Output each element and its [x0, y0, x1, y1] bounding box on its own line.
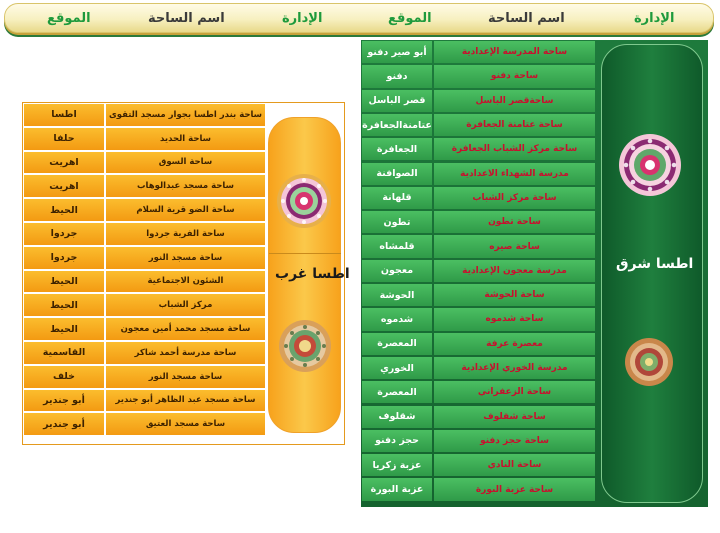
east-location-cell: عزبة البورة [362, 478, 432, 500]
east-location-cell: شدموه [362, 308, 432, 330]
west-row [23, 341, 266, 365]
west-court-cell: ساحة مسجد النور [106, 366, 265, 388]
west-row [23, 198, 266, 222]
east-location-cell: عزبة زكريا [362, 454, 432, 476]
west-location-cell: أبو جندير [24, 390, 104, 412]
east-location-cell: عتامنةالجعافرة [362, 114, 432, 136]
header-location-right: الموقع [388, 11, 432, 26]
east-row [361, 477, 596, 501]
west-location-cell: خلف [24, 366, 104, 388]
east-row [361, 162, 596, 186]
east-court-cell: ساحة مركز الشباب الجعافرة [434, 138, 595, 160]
west-location-cell: الحيط [24, 318, 104, 340]
rosette-ornament-icon-4 [624, 337, 674, 387]
east-court-cell: ساحة شدموه [434, 308, 595, 330]
east-location-cell: الخوري [362, 357, 432, 379]
west-location-cell: القاسمية [24, 342, 104, 364]
west-court-cell: الشئون الاجتماعية [106, 271, 265, 293]
header-location-left: الموقع [47, 11, 91, 26]
east-court-cell: ساحة مركز الشباب [434, 187, 595, 209]
west-row [23, 270, 266, 294]
east-row [361, 234, 596, 258]
header-bar [4, 3, 714, 33]
rosette-ornament-icon [276, 173, 332, 229]
east-row [361, 89, 596, 113]
west-panel [22, 102, 350, 445]
east-row [361, 137, 596, 161]
east-court-cell: معصرة عرفة [434, 333, 595, 355]
east-row [361, 307, 596, 331]
west-row [23, 246, 266, 270]
east-row [361, 113, 596, 137]
east-location-cell: حجز دفنو [362, 430, 432, 452]
west-row [23, 103, 266, 127]
east-court-cell: ساحة النادي [434, 454, 595, 476]
east-location-cell: المعصرة [362, 381, 432, 403]
header-admin-left: الإدارة [282, 11, 323, 26]
east-court-cell: ساحة تطون [434, 211, 595, 233]
west-row [23, 365, 266, 389]
east-row [361, 259, 596, 283]
east-location-cell: الصوافنة [362, 163, 432, 185]
east-location-cell: معجون [362, 260, 432, 282]
west-row [23, 317, 266, 341]
west-table [23, 103, 266, 446]
east-location-cell: دفنو [362, 65, 432, 87]
west-court-cell: ساحة السوق [106, 152, 265, 174]
west-court-cell: ساحة مسجد محمد أمين معجون [106, 318, 265, 340]
east-admin-column [601, 44, 703, 503]
east-court-cell: مدرسة معجون الإعدادية [434, 260, 595, 282]
east-court-cell: ساحةقصر الباسل [434, 90, 595, 112]
west-location-cell: الحيط [24, 294, 104, 316]
east-court-cell: ساحة عزبة البورة [434, 478, 595, 500]
west-location-cell: جردوا [24, 223, 104, 245]
west-location-cell: أبو جندير [24, 413, 104, 435]
header-admin-right: الإدارة [634, 11, 675, 26]
east-court-cell: ساحة الزعفراني [434, 381, 595, 403]
east-location-cell: قلمشاه [362, 235, 432, 257]
west-location-cell: اهريت [24, 152, 104, 174]
west-court-cell: ساحة الفرية جردوا [106, 223, 265, 245]
header-court-left: اسم الساحة [148, 11, 225, 26]
west-court-cell: ساحة مسجد عبدالوهاب [106, 175, 265, 197]
west-location-cell: الحيط [24, 199, 104, 221]
east-row [361, 283, 596, 307]
east-court-cell: ساحة المدرسة الإعدادية [434, 41, 595, 63]
east-location-cell: قصر الباسل [362, 90, 432, 112]
east-location-cell: الجعافرة [362, 138, 432, 160]
east-court-cell: ساحة شقلوف [434, 406, 595, 428]
west-court-cell: ساحة الحديد [106, 128, 265, 150]
west-row [23, 127, 266, 151]
east-row [361, 429, 596, 453]
east-court-cell: مدرسة الخوري الإعدادية [434, 357, 595, 379]
east-court-cell: ساحة الحوشة [434, 284, 595, 306]
west-location-cell: اطسا [24, 104, 104, 126]
west-court-cell: ساحة بندر اطسا بجوار مسجد التقوى [106, 104, 265, 126]
west-court-cell: ساحة مسجد العتيق [106, 413, 265, 435]
west-location-cell: جردوا [24, 247, 104, 269]
west-location-cell: الحيط [24, 271, 104, 293]
east-court-cell: ساحة حجز دفنو [434, 430, 595, 452]
east-panel [361, 40, 708, 507]
east-court-cell: ساحة صيره [434, 235, 595, 257]
east-row [361, 380, 596, 404]
east-row [361, 405, 596, 429]
west-court-cell: ساحة مدرسة أحمد شاكر [106, 342, 265, 364]
east-row [361, 210, 596, 234]
east-row [361, 332, 596, 356]
west-row [23, 412, 266, 436]
east-row [361, 356, 596, 380]
west-row [23, 151, 266, 175]
east-location-cell: الحوشة [362, 284, 432, 306]
east-location-cell: أبو صير دفنو [362, 41, 432, 63]
west-court-cell: ساحة مسجد عبد الظاهر أبو جندير [106, 390, 265, 412]
west-row [23, 174, 266, 198]
east-row [361, 186, 596, 210]
east-row [361, 64, 596, 88]
west-court-cell: ساحة الضو قرية السلام [106, 199, 265, 221]
west-row [23, 389, 266, 413]
west-row [23, 222, 266, 246]
west-divider [269, 253, 341, 254]
east-location-cell: شقلوف [362, 406, 432, 428]
west-location-cell: اهريت [24, 175, 104, 197]
east-location-cell: تطون [362, 211, 432, 233]
east-court-cell: مدرسة الشهداء الاعدادية [434, 163, 595, 185]
west-court-cell: ساحة مسجد النور [106, 247, 265, 269]
east-location-cell: قلهانة [362, 187, 432, 209]
east-row [361, 40, 596, 64]
west-location-cell: حلفا [24, 128, 104, 150]
east-court-cell: ساحة دفنو [434, 65, 595, 87]
west-row [23, 293, 266, 317]
east-admin-label: اطسا شرق [616, 256, 694, 272]
rosette-ornament-icon-2 [278, 319, 332, 373]
west-court-cell: مركز الشباب [106, 294, 265, 316]
rosette-ornament-icon-3 [618, 133, 682, 197]
east-location-cell: المعصرة [362, 333, 432, 355]
east-court-cell: ساحة عتامنة الجعافرة [434, 114, 595, 136]
header-court-right: اسم الساحة [488, 11, 565, 26]
west-admin-label: اطسا غرب [275, 266, 350, 282]
east-row [361, 453, 596, 477]
